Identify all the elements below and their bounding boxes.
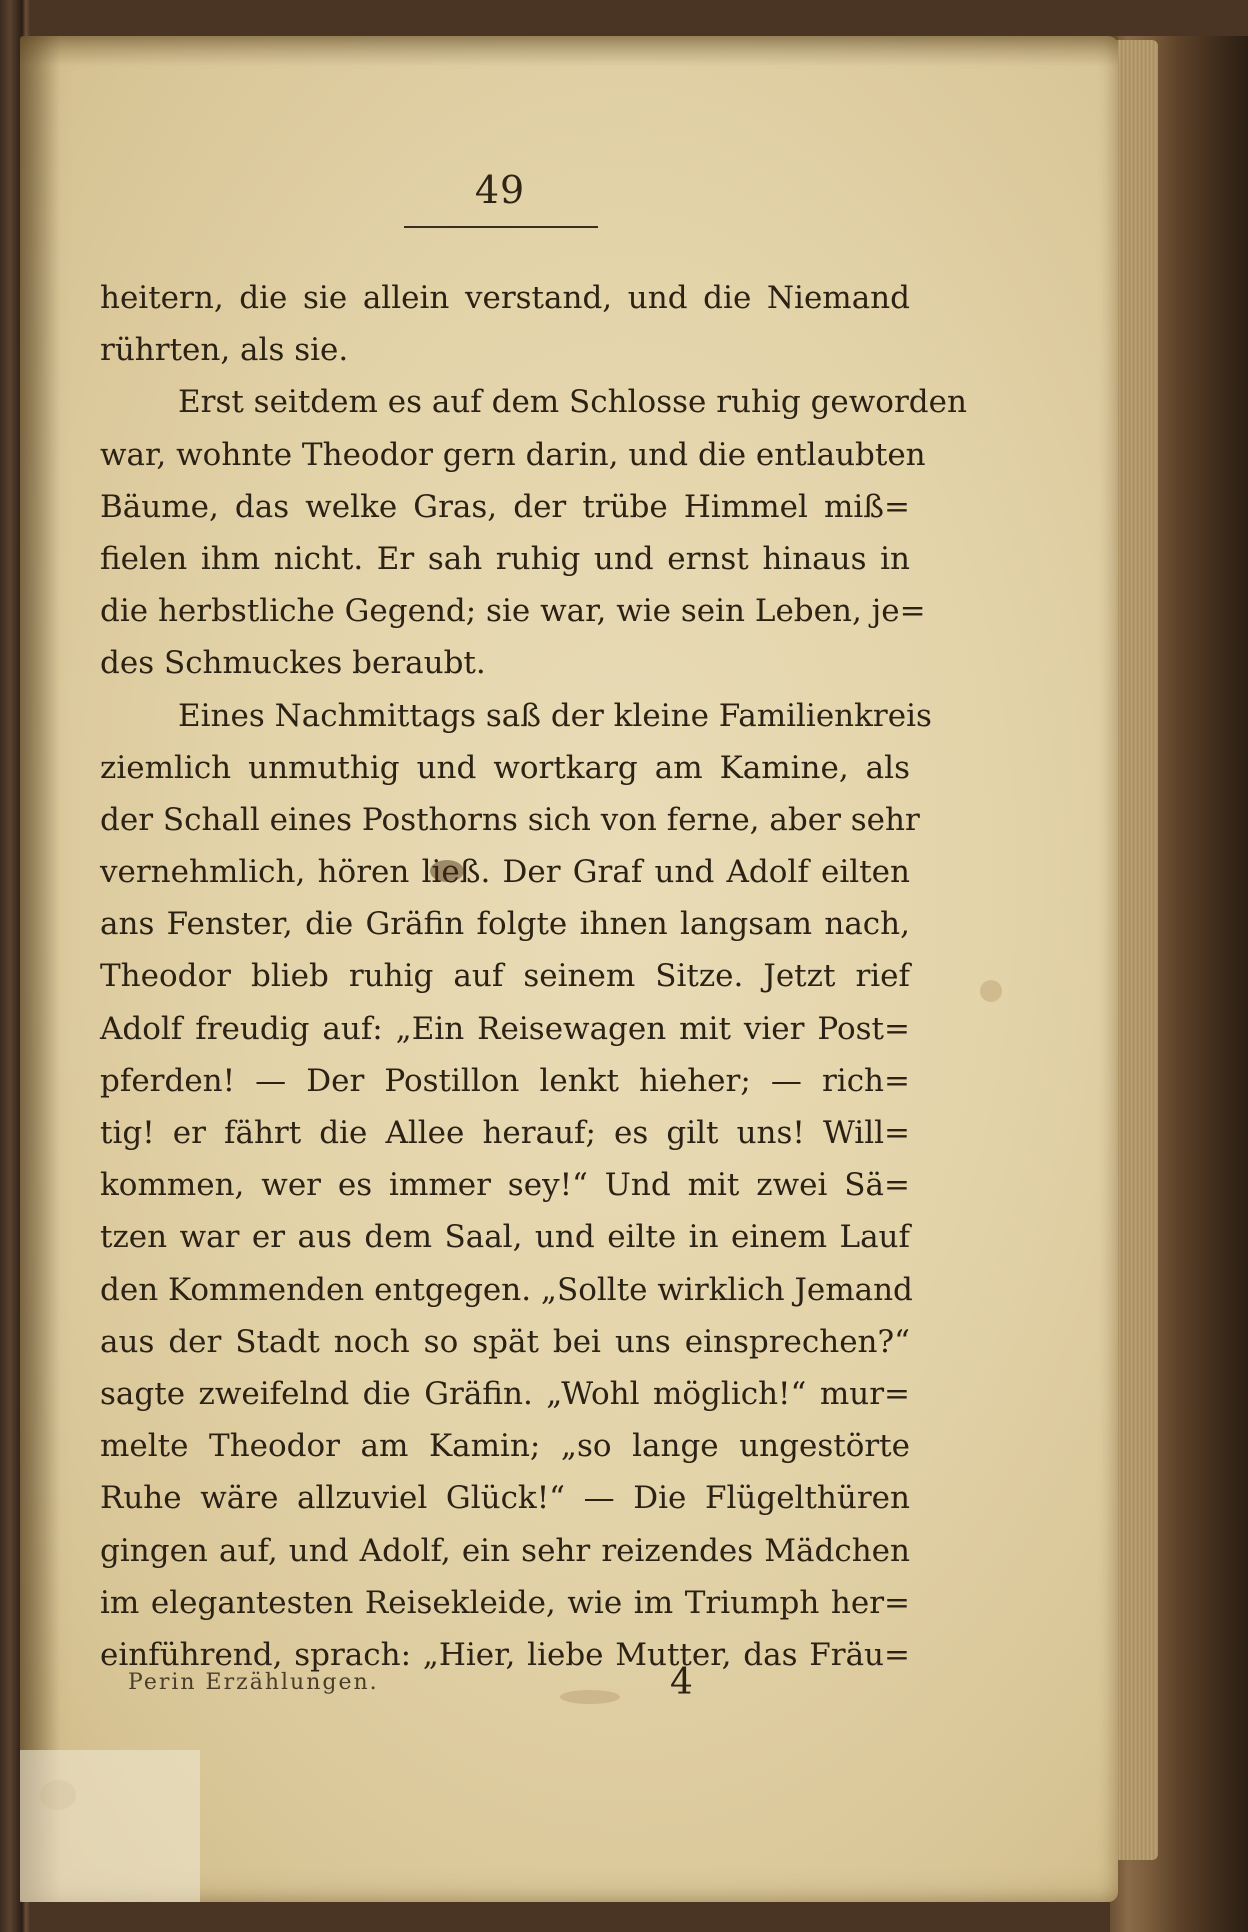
text-line: pferden! — Der Postillon lenkt hieher; — rich= — [100, 1062, 910, 1099]
text-line: Bäume, das welke Gras, der trübe Himmel miß= — [100, 488, 910, 525]
body-text — [100, 272, 967, 1681]
top-shade — [20, 36, 1118, 66]
text-line: rührten, als sie. — [100, 332, 349, 369]
text-line: melte Theodor am Kamin; „so lange ungestörte — [100, 1428, 910, 1465]
text-line: tig! er fährt die Allee herauf; es gilt uns! Will= — [100, 1115, 910, 1151]
text-line: den Kommenden entgegen. „Sollte wirklich Jemand — [100, 1271, 913, 1308]
text-line: kommen, wer es immer sey!“ Und mit zwei Sä= — [100, 1167, 910, 1204]
footer-signature: Perin Erzählungen. — [128, 1670, 379, 1695]
foxing-spot — [560, 1690, 620, 1704]
text-line: Ruhe wäre allzuviel Glück!“ — Die Flügelthüren — [100, 1480, 910, 1517]
text-line: gingen auf, und Adolf, ein sehr reizendes Mädchen — [100, 1532, 910, 1569]
text-line: Eines Nachmittags saß der kleine Familienkreis — [178, 697, 932, 734]
text-line: ans Fenster, die Gräfin folgte ihnen langsam nach, — [100, 906, 910, 943]
text-line: der Schall eines Posthorns sich von ferne, aber sehr — [100, 801, 920, 838]
footer-sheet-mark: 4 — [670, 1662, 693, 1703]
paper-corner-patch — [20, 1750, 200, 1902]
text-line: Theodor blieb ruhig auf seinem Sitze. Jetzt rief — [100, 958, 910, 995]
page-stack-edge — [1112, 40, 1158, 1860]
gutter-shadow — [20, 36, 60, 1902]
text-line: war, wohnte Theodor gern darin, und die entlaubten — [100, 436, 926, 473]
text-line: sagte zweifelnd die Gräfin. „Wohl möglich!“ mur= — [100, 1375, 910, 1412]
text-line: Erst seitdem es auf dem Schlosse ruhig geworden — [178, 384, 967, 421]
text-line: im elegantesten Reisekleide, wie im Triumph her= — [100, 1584, 910, 1621]
text-line: aus der Stadt noch so spät bei uns einsprechen?“ — [100, 1323, 910, 1360]
page-number: 49 — [474, 168, 526, 212]
text-line: Adolf freudig auf: „Ein Reisewagen mit vier Post= — [100, 1010, 910, 1047]
text-line: heitern, die sie allein verstand, und die Niemand — [100, 280, 910, 316]
text-line: vernehmlich, hören ließ. Der Graf und Adolf eilten — [100, 854, 910, 891]
ink-smudge — [430, 860, 464, 882]
foxing-spot — [980, 980, 1002, 1002]
text-line: ziemlich unmuthig und wortkarg am Kamine, als — [100, 749, 910, 786]
text-line: des Schmuckes beraubt. — [100, 645, 486, 682]
text-line: die herbstliche Gegend; sie war, wie sein Leben, je= — [100, 593, 926, 630]
text-line: fielen ihm nicht. Er sah ruhig und ernst hinaus in — [100, 540, 910, 577]
page-number-rule — [404, 226, 598, 228]
text-line: tzen war er aus dem Saal, und eilte in einem Lauf — [100, 1219, 910, 1256]
text-line: einführend, sprach: „Hier, liebe Mutter, das Fräu= — [100, 1636, 910, 1673]
